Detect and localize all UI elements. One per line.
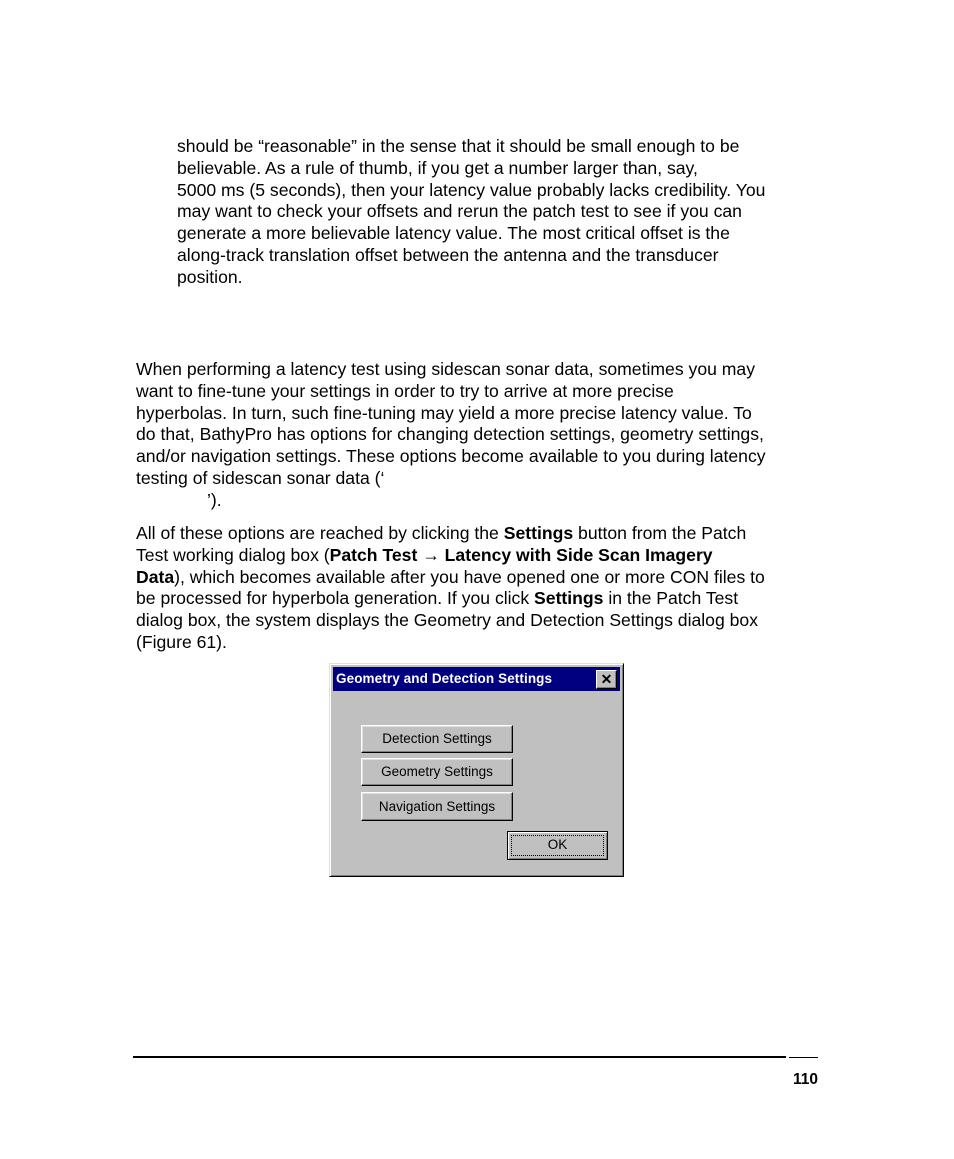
text-line: want to fine-tune your settings in order to try to arrive at more precise [136,380,674,401]
text-line: dialog box, the system displays the Geometry and Detection Settings dialog box [136,610,758,631]
dialog-titlebar[interactable] [333,667,620,691]
text-line: position. [177,266,243,287]
text-line: 5000 ms (5 seconds), then your latency value probably lacks credibility. You [177,179,766,200]
text-line: testing of sidescan sonar data (‘ [136,467,385,488]
paragraph-sidescan-finetuning [136,359,766,512]
menu-path-end: Data [136,566,175,587]
text-line: (Figure 61). [136,631,227,652]
menu-path: Patch Test → Latency with Side Scan Imagery [329,544,713,565]
geometry-settings-button[interactable]: Geometry Settings [361,758,513,786]
close-icon[interactable]: ✕ [596,670,617,689]
paragraph-latency-credibility [177,136,765,289]
footer-rule-short [789,1057,818,1058]
focus-rect [511,835,604,856]
text-line: be processed for hyperbola generation. If you click Settings in the Patch Test [136,588,739,609]
text-line: When performing a latency test using sidescan sonar data, sometimes you may [136,359,756,379]
text-line: may want to check your offsets and rerun the patch test to see if you can [177,201,742,222]
text-line: ’). [207,489,222,510]
ok-button[interactable] [507,831,608,860]
text-line: believable. As a rule of thumb, if you get a number larger than, say, [177,157,698,178]
text-line: Data), which becomes available after you have opened one or more CON files to [136,566,765,587]
text-line: along-track translation offset between the antenna and the transducer [177,244,719,265]
page-number: 110 [792,1071,818,1088]
text-line: do that, BathyPro has options for changing detection settings, geometry settings, [136,424,764,445]
text-line: and/or navigation settings. These options become available to you during latency [136,446,766,467]
text-line: Test working dialog box (Patch Test → Latency with Side Scan Imagery [136,544,713,565]
text-line: All of these options are reached by clicking the Settings button from the Patch [136,523,747,543]
navigation-settings-button[interactable]: Navigation Settings [361,792,513,821]
text-line: generate a more believable latency value. The most critical offset is the [177,223,730,244]
text-line: should be “reasonable” in the sense that it should be small enough to be [177,136,740,156]
footer-rule [133,1056,786,1058]
text-line: hyperbolas. In turn, such fine-tuning may yield a more precise latency value. To [136,402,752,423]
paragraph-settings-access [136,523,765,654]
ok-label: OK [547,837,568,852]
detection-settings-button[interactable]: Detection Settings [361,725,513,753]
settings-term: Settings [503,523,574,543]
geometry-detection-settings-dialog [329,663,624,877]
settings-term: Settings [534,588,604,609]
dialog-title: Geometry and Detection Settings [336,671,553,686]
